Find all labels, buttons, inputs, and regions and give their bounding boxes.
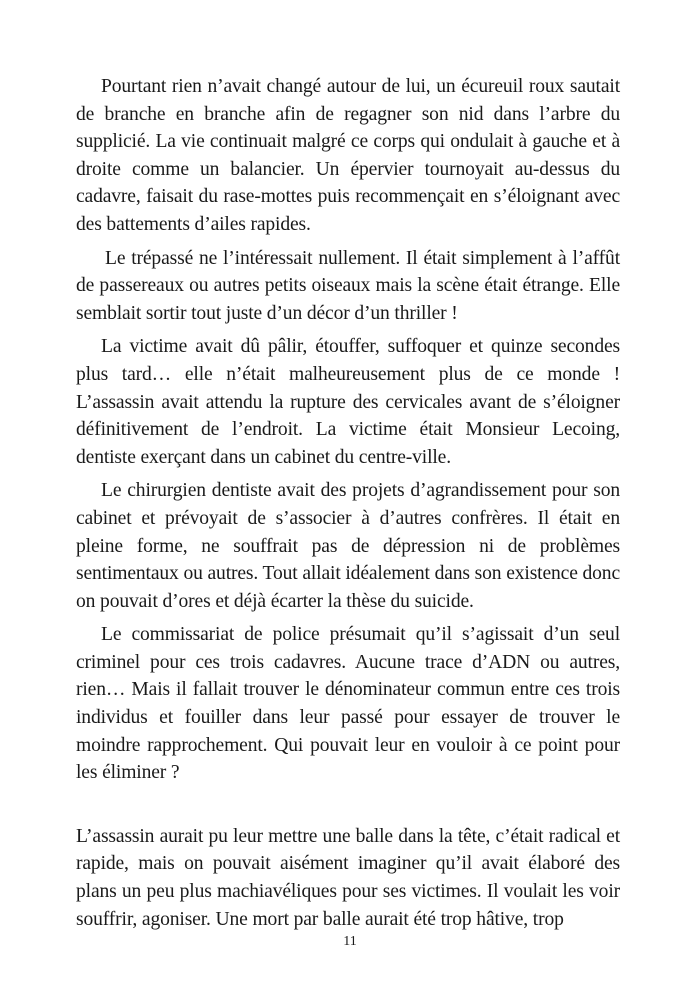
page-number: 11 xyxy=(343,934,357,949)
page-body xyxy=(76,73,620,939)
paragraph-3: La victime avait dû pâlir, étouffer, suffoquer et quinze secondes plus tard… elle n’était malheureusement plus de ce monde ! L’assassin avait attendu la rupture des cervicales avant de s’éloigner définitivement de l’endroit. La victime était Monsieur Lecoing, dentiste exerçant dans un cabinet du centre-ville. xyxy=(76,336,620,468)
paragraph-1: Pourtant rien n’avait changé autour de lui, un écureuil roux sautait de branche en branche afin de regagner son nid dans l’arbre du supplicié. La vie continuait malgré ce corps qui ondulait à gauche et à droite comme un balancier. Un épervier tournoyait au-dessus du cadavre, faisait du rase-mottes puis recommençait en s’éloignant avec des battements d’ailes rapides. xyxy=(76,76,620,235)
paragraph-5: Le commissariat de police présumait qu’il s’agissait d’un seul criminel pour ces trois cadavres. Aucune trace d’ADN ou autres, rien… Mais il fallait trouver le dénominateur commun entre ces trois individus et fouiller dans leur passé pour essayer de trouver le moindre rapprochement. Qui pouvait leur en vouloir à ce point pour les éliminer ? xyxy=(76,624,620,784)
paragraph-4: Le chirurgien dentiste avait des projets d’agrandissement pour son cabinet et prévoyait de s’associer à d’autres confrères. Il était en pleine forme, ne souffrait pas de dépression ni de problèmes sentimentaux ou autres. Tout allait idéalement dans son existence donc on pouvait d’ores et déjà écarter la thèse du suicide. xyxy=(76,480,620,612)
paragraph-2: Le trépassé ne l’intéressait nullement. Il était simplement à l’affût de passereaux ou autres petits oiseaux mais la scène était étrange. Elle semblait sortir tout juste d’un décor d’un thriller ! xyxy=(76,247,620,324)
paragraph-6: L’assassin aurait pu leur mettre une balle dans la tête, c’était radical et rapide, mais on pouvait aisément imaginer qu’il avait élaboré des plans un peu plus machiavéliques pour ses victimes. Il voulait les voir souffrir, agoniser. Une mort par balle aurait été trop hâtive, trop xyxy=(76,825,620,930)
